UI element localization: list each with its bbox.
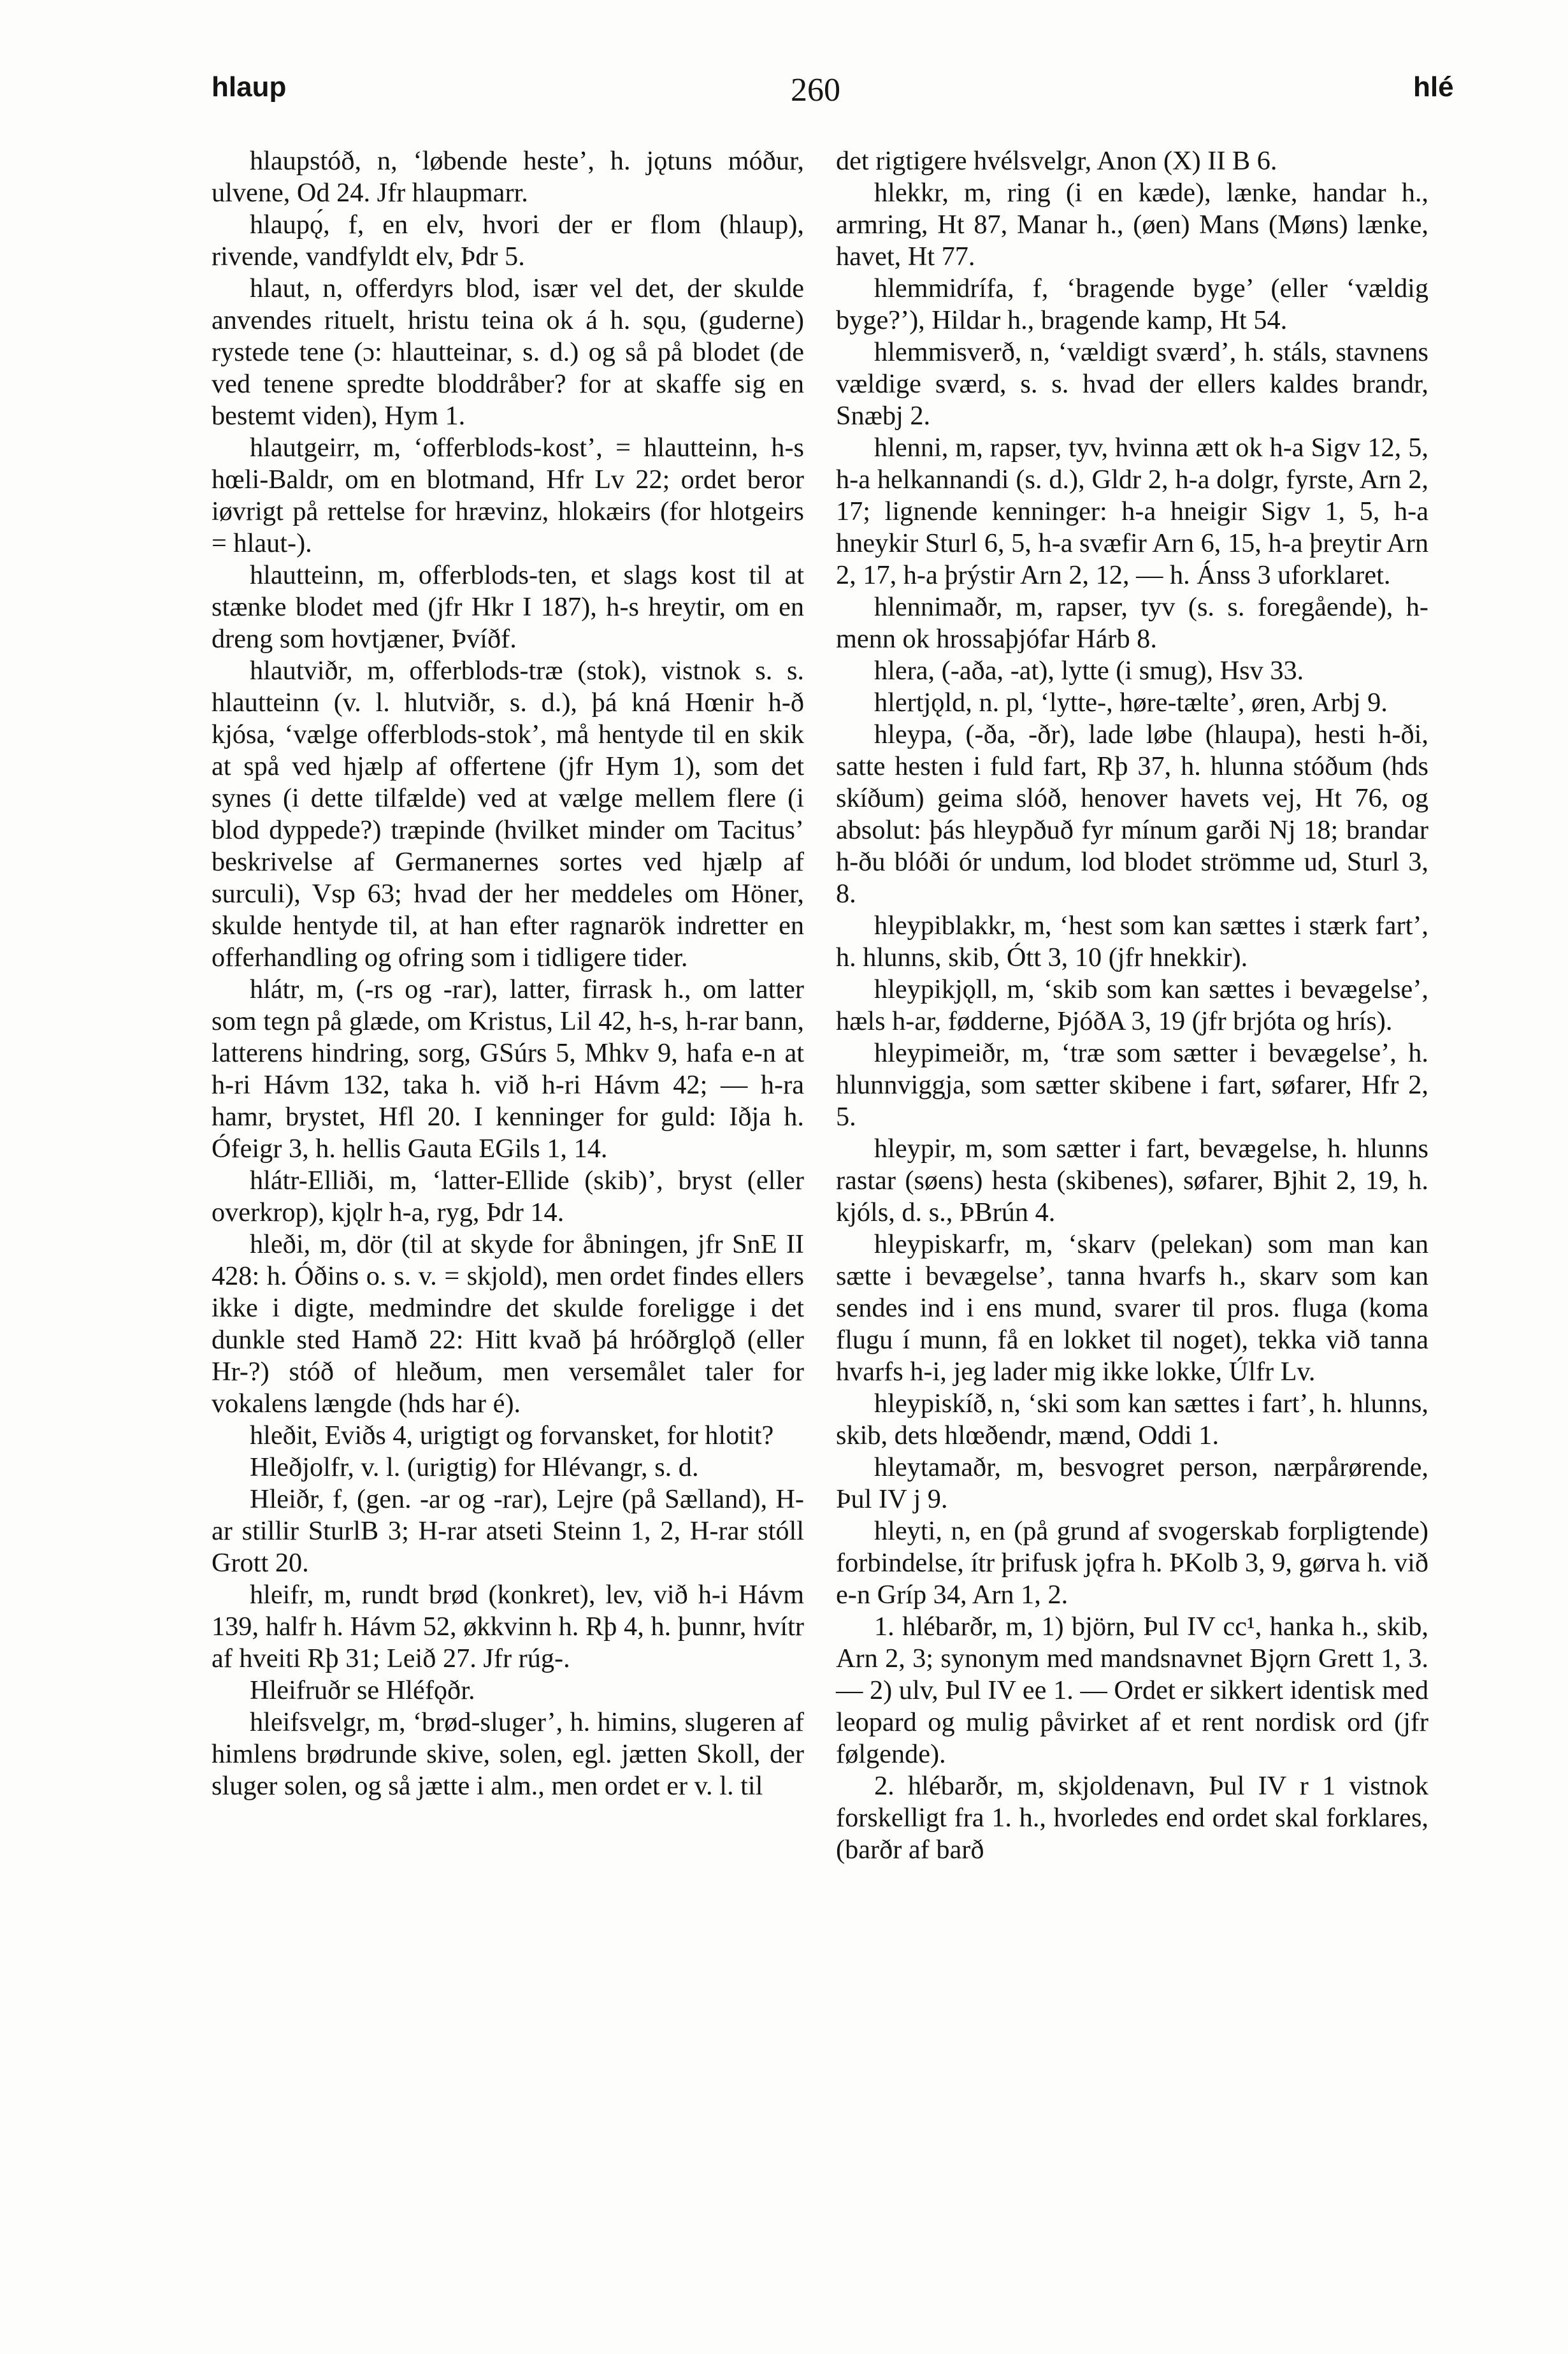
entry-hleifsvelgr: hleifsvelgr, m, ‘brød-sluger’, h. himins, slugeren af himlens brødrunde skive, solen, egl. jætten Skoll, der sluger solen, og så jætte i alm., men ordet er v. l. til [212, 1707, 804, 1801]
entry-hlekkr: hlekkr, m, ring (i en kæde), lænke, handar h., armring, Ht 87, Manar h., (øen) Mans (Møns) lænke, havet, Ht 77. [836, 178, 1428, 271]
entry-hlautgeirr: hlautgeirr, m, ‘offerblods-kost’, = hlautteinn, h-s hœli-Baldr, om en blotmand, Hfr Lv 22; ordet beror iøvrigt på rettelse for hrævinz, hlokæirs (for hlotgeirs = hlaut-). [212, 433, 804, 558]
entry-hleypa: hleypa, (-ða, -ðr), lade løbe (hlaupa), hesti h-ði, satte hesten i fuld fart, Rþ 37, h. hlunna stóðum (hds skíðum) geima slóð, henover havets vej, Ht 76, og absolut: þás hleypðuð fyr mínum garði Nj 18; brandar h-ðu blóði ór undum, lod blodet strömme ud, Sturl 3, 8. [836, 719, 1428, 909]
entry-hlaupo: hlaupǫ́, f, en elv, hvori der er flom (hlaup), rivende, vandfyldt elv, Þdr 5. [212, 210, 804, 271]
entry-hlennimadr: hlennimaðr, m, rapser, tyv (s. s. foregående), h-menn ok hrossaþjófar Hárb 8. [836, 592, 1428, 654]
entry-hlautteinn: hlautteinn, m, offerblods-ten, et slags kost til at stænke blodet med (jfr Hkr I 187), h-s hreytir, om en dreng som hovtjæner, Þvíðf. [212, 560, 804, 654]
entry-hledi: hleði, m, dör (til at skyde for åbningen, jfr SnE II 428: h. Óðins o. s. v. = skjold), men ordet findes ellers ikke i digte, medmindre det skulde foreligge i det dunkle sted Hamð 22: Hitt kvað þá hróðrglǫð (eller Hr-?) stóð of hleðum, men versemålet taler for vokalens længde (hds har é). [212, 1229, 804, 1419]
entry-hlebardr-1: 1. hlébarðr, m, 1) björn, Þul IV cc¹, hanka h., skib, Arn 2, 3; synonym med mandsnavnet Bjǫrn Grett 1, 3. — 2) ulv, Þul IV ee 1. — Ordet er sikkert identisk med leopard og mulig påvirket af et rent nordisk ord (jfr følgende). [836, 1612, 1428, 1769]
entry-hleyti: hleyti, n, en (på grund af svogerskab forpligtende) forbindelse, ítr þrifusk jǫfra h. ÞKolb 3, 9, gørva h. við e-n Gríp 34, Arn 1, 2. [836, 1516, 1428, 1610]
entry-hlaut: hlaut, n, offerdyrs blod, især vel det, der skulde anvendes rituelt, hristu teina ok á h. sǫu, (guderne) rystede tene (ɔ: hlautteinar, s. d.) og så på blodet (de ved tenene spredte bloddråber? for at skaffe sig en bestemt viden), Hym 1. [212, 273, 804, 431]
entry-hlatr: hlátr, m, (-rs og -rar), latter, firrask h., om latter som tegn på glæde, om Kristus, Lil 42, h-s, h-rar bann, latterens hindring, sorg, GSúrs 5, Mhkv 9, hafa e-n at h-ri Hávm 132, taka h. við h-ri Hávm 42; — h-ra hamr, brystet, Hfl 20. I kenninger for guld: Iðja h. Ófeigr 3, h. hellis Gauta EGils 1, 14. [212, 974, 804, 1164]
entry-hlera: hlera, (-aða, -at), lytte (i smug), Hsv 33. [874, 656, 1304, 686]
running-head-right: hlé [1413, 71, 1454, 103]
entry-hleypikjoll: hleypikjǫll, m, ‘skib som kan sættes i bevægelse’, hæls h-ar, fødderne, ÞjóðA 3, 19 (jfr brjóta og hrís). [836, 974, 1428, 1036]
entry-hlemmisverd: hlemmisverð, n, ‘vældigt sværd’, h. stáls, stavnens vældige sværd, s. s. hvad der ellers kaldes brandr, Snæbj 2. [836, 337, 1428, 431]
entry-hleifrudr: Hleifruðr se Hléfǫðr. [250, 1675, 475, 1705]
entry-hlatr-ellidi: hlátr-Elliði, m, ‘latter-Ellide (skib)’, bryst (eller overkrop), kjǫlr h-a, ryg, Þdr 14. [212, 1166, 804, 1227]
entry-hleytamadr: hleytamaðr, m, besvogret person, nærpårørende, Þul IV j 9. [836, 1452, 1428, 1514]
entry-hleypir: hleypir, m, som sætter i fart, bevægelse, h. hlunns rastar (søens) hesta (skibenes), søfarer, Bjhit 2, 19, h. kjóls, d. s., ÞBrún 4. [836, 1134, 1428, 1227]
right-column [836, 145, 1428, 1866]
entry-hlebardr-2: 2. hlébarðr, m, skjoldenavn, Þul IV r 1 vistnok forskelligt fra 1. h., hvorledes end ordet skal forklares, (barðr af barð [836, 1771, 1428, 1865]
entry-hleidr: Hleiðr, f, (gen. -ar og -rar), Lejre (på Sælland), H-ar stillir SturlB 3; H-rar atseti Steinn 1, 2, H-rar stóll Grott 20. [212, 1484, 804, 1578]
entry-hlemmidrifa: hlemmidrífa, f, ‘bragende byge’ (eller ‘vældig byge?’), Hildar h., bragende kamp, Ht 54. [836, 273, 1428, 335]
running-head-left: hlaup [212, 71, 287, 103]
entry-hlaupstod: hlaupstóð, n, ‘løbende heste’, h. jǫtuns móður, ulvene, Od 24. Jfr hlaupmarr. [212, 146, 804, 208]
entry-hleifr: hleifr, m, rundt brød (konkret), lev, við h-i Hávm 139, halfr h. Hávm 52, økkvinn h. Rþ 4, h. þunnr, hvítr af hveiti Rþ 31; Leið 27. Jfr rúg-. [212, 1580, 804, 1673]
entry-continuation: det rigtigere hvélsvelgr, Anon (X) II B 6. [836, 146, 1277, 176]
entry-hlautvidr: hlautviðr, m, offerblods-træ (stok), vistnok s. s. hlautteinn (v. l. hlutviðr, s. d.), þá kná Hœnir h-ð kjósa, ‘vælge offerblods-stok’, må hentyde til en skik at spå ved hjælp af offertene (jfr Hym 1), som det synes (i dette tilfælde) ved at vælge mellem flere (i blod dyppede?) træpinde (hvilket minder om Tacitus’ beskrivelse af Germanernes sortes ved hjælp af surculi), Vsp 63; hvad der her meddeles om Höner, skulde hentyde til, at han efter ragnarök indretter en offerhandling og ofring som i tidligere tider. [212, 656, 804, 972]
entry-hlertjold: hlertjǫld, n. pl, ‘lytte-, høre-tælte’, øren, Arbj 9. [874, 688, 1388, 718]
entry-hlenni: hlenni, m, rapser, tyv, hvinna ætt ok h-a Sigv 12, 5, h-a helkannandi (s. d.), Gldr 2, h-a dolgr, fyrste, Arn 2, 17; lignende kenninger: h-a hneigir Sigv 1, 5, h-a hneykir Sturl 6, 5, h-a svæfir Arn 6, 15, h-a þreytir Arn 2, 17, h-a þrýstir Arn 2, 12, — h. Ánss 3 uforklaret. [836, 433, 1428, 590]
entry-hleypiskarfr: hleypiskarfr, m, ‘skarv (pelekan) som man kan sætte i bevægelse’, tanna hvarfs h., skarv som kan sendes ind i ens mund, svarer til pros. fluga (koma flugu í munn, få en lokket til noget), tekka við tanna hvarfs h-i, jeg lader mig ikke lokke, Úlfr Lv. [836, 1229, 1428, 1387]
page-number: 260 [791, 72, 840, 108]
entry-hleypimeidr: hleypimeiðr, m, ‘træ som sætter i bevægelse’, h. hlunnviggja, som sætter skibene i fart, søfarer, Hfr 2, 5. [836, 1038, 1428, 1132]
entry-hleypiblakkr: hleypiblakkr, m, ‘hest som kan sættes i stærk fart’, h. hlunns, skib, Ótt 3, 10 (jfr hnekkir). [836, 911, 1428, 972]
left-column [212, 145, 804, 1802]
entry-hleypiskid: hleypiskíð, n, ‘ski som kan sættes i fart’, h. hlunns, skib, dets hlœðendr, mænd, Oddi 1. [836, 1389, 1428, 1450]
entry-hledit: hleðit, Eviðs 4, urigtigt og forvansket, for hlotit? [250, 1420, 774, 1450]
entry-hledjolfr: Hleðjolfr, v. l. (urigtig) for Hlévangr, s. d. [250, 1452, 699, 1482]
